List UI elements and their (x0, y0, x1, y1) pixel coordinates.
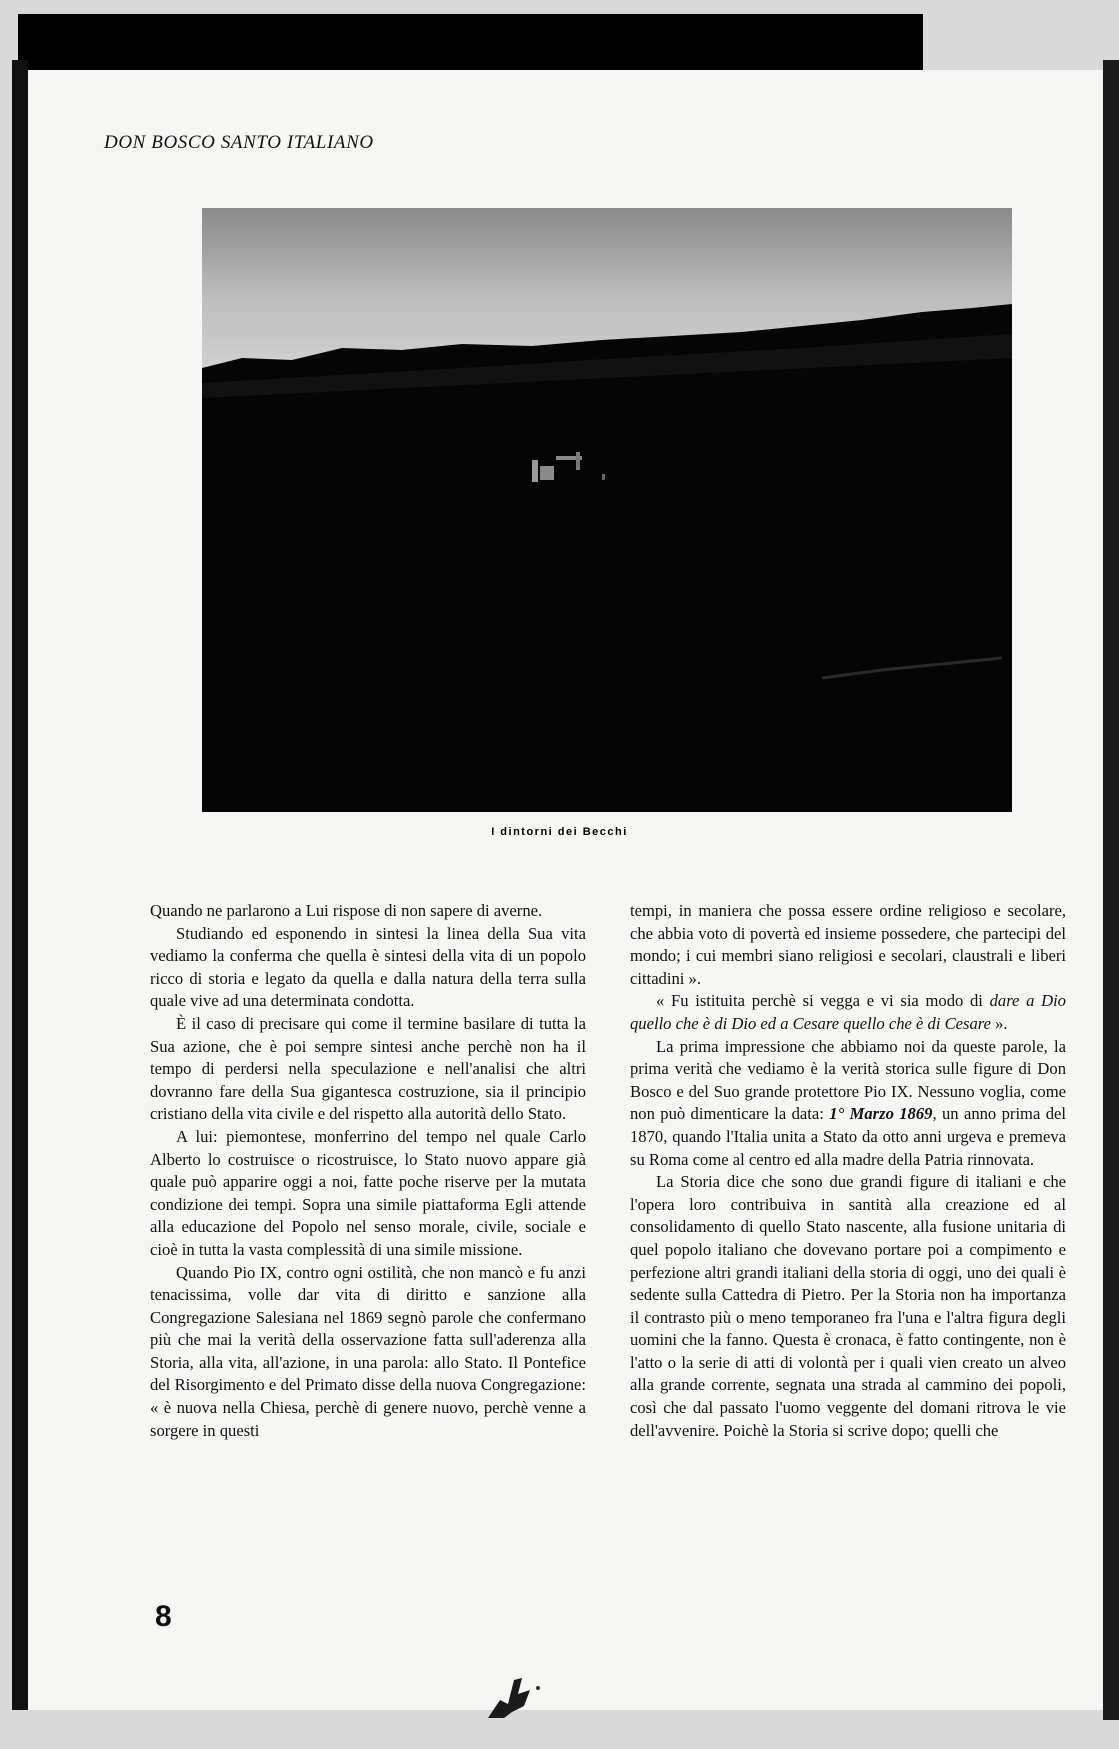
paragraph: Quando ne parlarono a Lui rispose di non sapere di averne. (150, 901, 543, 920)
paragraph: tempi, in maniera che possa essere ordine religioso e secolare, che abbia voto di povertà ed insieme possedere, che partecipi del mondo; i cui membri siano religiosi e secolari, claustrali e liberi cittadini ». (630, 901, 1066, 988)
running-title: DON BOSCO SANTO ITALIANO (104, 132, 374, 153)
quote-start: « Fu istituita perchè si vegga e vi sia modo di (656, 991, 990, 1011)
paragraph (630, 1036, 1066, 1172)
paragraph (630, 990, 1066, 1035)
quote-end: ». (990, 1013, 1008, 1033)
text-column-right (630, 900, 1066, 1442)
ink-smudge (478, 1660, 550, 1720)
paragraph: È il caso di precisare qui come il termine basilare di tutta la Sua azione, che è poi sempre sintesi anche perchè non ha il tempo di perdersi nella speculazione e nell'analisi che altri dovranno fare della Sua gigantesca costruzione, sia il principio cristiano della vita civile e del rispetto alla autorità dello Stato. (150, 1013, 586, 1124)
paragraph: Quando Pio IX, contro ogni ostilità, che non mancò e fu anzi tenacissima, volle dar vita di diritto e sanzione alla Congregazione Salesiana nel 1869 segnò parole che confermano più che mai la verità della osservazione fatta sull'aderenza alla Storia, alla vita, all'azione, in una parola: allo Stato. Il Pontefice del Risorgimento e del Primato disse della nuova Congregazione: « è nuova nella Chiesa, perchè di genere nuovo, perchè venne a sorgere in questi (150, 1262, 586, 1440)
figure-caption: I dintorni dei Becchi (491, 826, 628, 838)
date-highlight: 1° Marzo 1869 (829, 1104, 933, 1124)
paragraph: La Storia dice che sono due grandi figure di italiani e che l'opera loro contribuiva in santità alla creazione ed al consolidamento di quello Stato nascente, alla fusione unitaria di quel popolo italiano che dovevano portare poi a compimento e perfezione altri grandi italiani della storia di oggi, uno dei quali è sedente sulla Cattedra di Pietro. Per la Storia non ha importanza il contrasto più o meno temporaneo fra l'una e l'altra figura degli uomini che la fanno. Questa è cronaca, è fatto contingente, non è l'atto o la serie di atti di volontà per i quali vien creato un alveo alla grande corrente, segnata una strada al cammino dei popoli, così che dal passato l'uomo veggente del domani ritrova le vie dell'avvenire. Poichè la Storia si scrive dopo; quelli che (630, 1172, 1066, 1440)
text-column-left (150, 900, 586, 1442)
landscape-photo (202, 208, 1012, 812)
paragraph-text-end: , un anno prima del 1870, quando l'Italia unita a Stato da otto anni urgeva e premeva su Roma come al centro ed alla madre della Patria rinnovata. (630, 1104, 1066, 1169)
paragraph: Studiando ed esponendo in sintesi la linea della Sua vita vediamo la conferma che quella è sintesi della vita di un popolo ricco di storia e legato da quella e dalla natura della terra sulla quale vive ad una determinata condotta. (150, 923, 586, 1011)
page-number: 8 (155, 1600, 172, 1633)
paragraph: A lui: piemontese, monferrino del tempo nel quale Carlo Alberto lo costruisce o ricostruisce, lo Stato nuovo appare già quale può apparire oggi a noi, fatte poche riserve per la mutata condizione dei tempi. Sopra una simile piattaforma Egli attende alla educazione del Popolo nel senso morale, civile, sociale e cioè in tutta la vasta complessità di una simile missione. (150, 1126, 586, 1259)
landscape-photo-graphic (202, 208, 1012, 812)
scan-border-top (18, 14, 923, 70)
quote-italic: dare a Dio quello che è di Dio ed a Cesare quello che è di Cesare (630, 991, 1066, 1033)
paragraph-text-start: La prima impressione che abbiamo noi da queste parole, la prima verità che vediamo è la verità storica sulle figure di Don Bosco e del Suo grande protettore Pio IX. Nessuno voglia, come non può dimenticare la data: (630, 1036, 1066, 1124)
scan-border-left (12, 60, 28, 1710)
scan-border-right (1103, 60, 1119, 1720)
